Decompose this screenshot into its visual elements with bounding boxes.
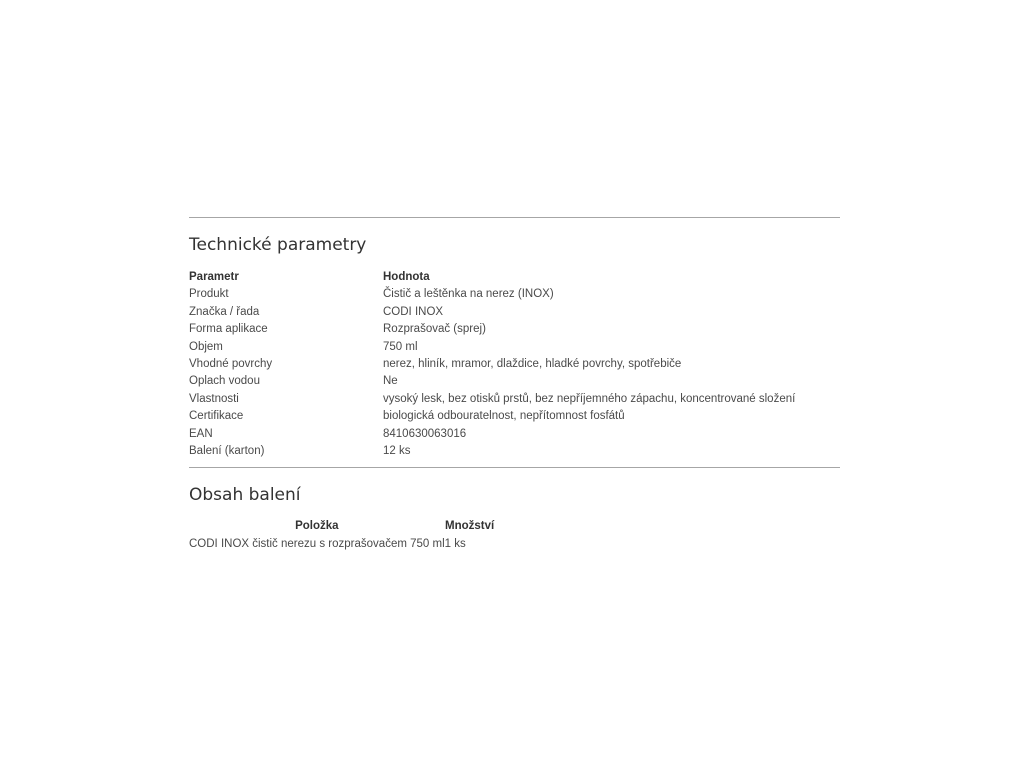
table-row — [189, 321, 795, 338]
column-header-parameter: Parametr — [189, 271, 239, 283]
parameter-name: Vlastnosti — [189, 392, 239, 405]
parameter-value: Čistič a leštěnka na nerez (INOX) — [383, 288, 554, 301]
table-header-row — [189, 269, 795, 286]
technical-parameters-table — [189, 269, 795, 460]
parameter-value: biologická odbouratelnost, nepřítomnost fosfátů — [383, 410, 625, 423]
parameter-value: CODI INOX — [383, 305, 444, 318]
parameter-value: 8410630063016 — [383, 427, 467, 440]
parameter-name: Značka / řada — [189, 305, 260, 318]
column-header-quantity: Množství — [445, 520, 495, 533]
parameter-value: vysoký lesk, bez otisků prstů, bez nepříjemného zápachu, koncentrované složení — [383, 392, 796, 405]
parameter-name: EAN — [189, 427, 213, 440]
parameter-value: 750 ml — [383, 340, 418, 353]
column-header-value: Hodnota — [383, 271, 430, 283]
table-row — [189, 443, 795, 460]
table-row — [189, 304, 795, 321]
parameter-value: Rozprašovač (sprej) — [383, 323, 486, 336]
parameter-name: Vhodné povrchy — [189, 358, 273, 371]
table-row — [189, 426, 795, 443]
table-row — [189, 339, 795, 356]
table-row — [189, 391, 795, 408]
product-details — [189, 217, 840, 553]
table-row — [189, 535, 495, 553]
table-row — [189, 408, 795, 425]
parameter-value: 12 ks — [383, 445, 411, 458]
column-header-item: Položka — [295, 520, 339, 533]
technical-parameters-title: Technické parametry — [189, 235, 367, 255]
table-header-row — [189, 517, 495, 535]
parameter-name: Oplach vodou — [189, 375, 260, 388]
item-quantity: 1 ks — [444, 538, 466, 551]
table-row — [189, 286, 795, 303]
table-row — [189, 356, 795, 373]
parameter-name: Certifikace — [189, 410, 244, 423]
parameter-value: nerez, hliník, mramor, dlaždice, hladké povrchy, spotřebiče — [383, 358, 682, 371]
parameter-name: Objem — [189, 340, 223, 353]
parameter-value: Ne — [383, 375, 398, 388]
parameter-name: Forma aplikace — [189, 323, 268, 336]
parameter-name: Produkt — [189, 288, 229, 301]
table-row — [189, 373, 795, 390]
package-contents-title: Obsah balení — [189, 485, 301, 506]
package-contents-table — [189, 517, 495, 553]
item-name: CODI INOX čistič nerezu s rozprašovačem 750 ml — [189, 538, 445, 551]
parameter-name: Balení (karton) — [189, 445, 265, 458]
